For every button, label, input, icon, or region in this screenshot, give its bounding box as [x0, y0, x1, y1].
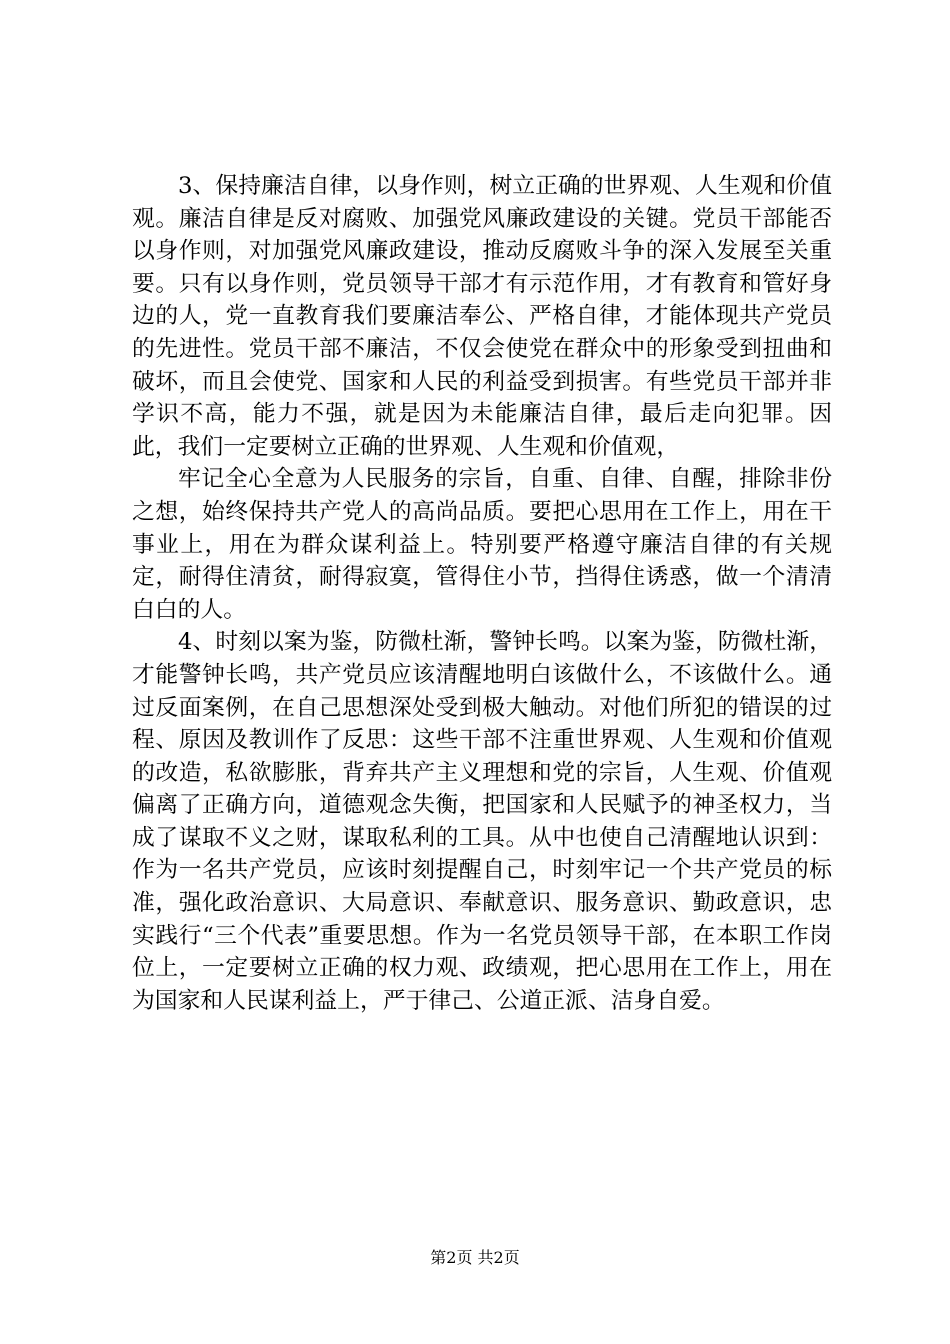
document-body [132, 170, 832, 1017]
page-number-footer: 第2页 共2页 [430, 1248, 520, 1267]
paragraph-1: 3、保持廉洁自律，以身作则，树立正确的世界观、人生观和价值观。廉洁自律是反对腐败、加强党风廉政建设的关键。党员干部能否以身作则，对加强党风廉政建设，推动反腐败斗争的深入发展至关重要。只有以身作则，党员领导干部才有示范作用，才有教育和管好身边的人，党一直教育我们要廉洁奉公、严格自律，才能体现共产党员的先进性。党员干部不廉洁，不仅会使党在群众中的形象受到扭曲和破坏，而且会使党、国家和人民的利益受到损害。有些党员干部并非学识不高，能力不强，就是因为未能廉洁自律，最后走向犯罪。因此，我们一定要树立正确的世界观、人生观和价值观， [132, 173, 832, 460]
paragraph-2: 牢记全心全意为人民服务的宗旨，自重、自律、自醒，排除非份之想，始终保持共产党人的高尚品质。要把心思用在工作上，用在干事业上，用在为群众谋利益上。特别要严格遵守廉洁自律的有关规定，耐得住清贫，耐得寂寞，管得住小节，挡得住诱惑，做一个清清白白的人。 [132, 466, 832, 623]
paragraph-3: 4、时刻以案为鉴，防微杜渐，警钟长鸣。以案为鉴，防微杜渐，才能警钟长鸣，共产党员应该清醒地明白该做什么，不该做什么。通过反面案例，在自己思想深处受到极大触动。对他们所犯的错误的过程、原因及教训作了反思：这些干部不注重世界观、人生观和价值观的改造，私欲膨胀，背弃共产主义理想和党的宗旨，人生观、价值观偏离了正确方向，道德观念失衡，把国家和人民赋予的神圣权力，当成了谋取不义之财，谋取私利的工具。从中也使自己清醒地认识到：作为一名共产党员，应该时刻提醒自己，时刻牢记一个共产党员的标准，强化政治意识、大局意识、奉献意识、服务意识、勤政意识，忠实践行“三个代表”重要思想。作为一名党员领导干部，在本职工作岗位上，一定要树立正确的权力观、政绩观，把心思用在工作上，用在为国家和人民谋利益上，严于律己、公道正派、洁身自爱。 [132, 629, 832, 1014]
